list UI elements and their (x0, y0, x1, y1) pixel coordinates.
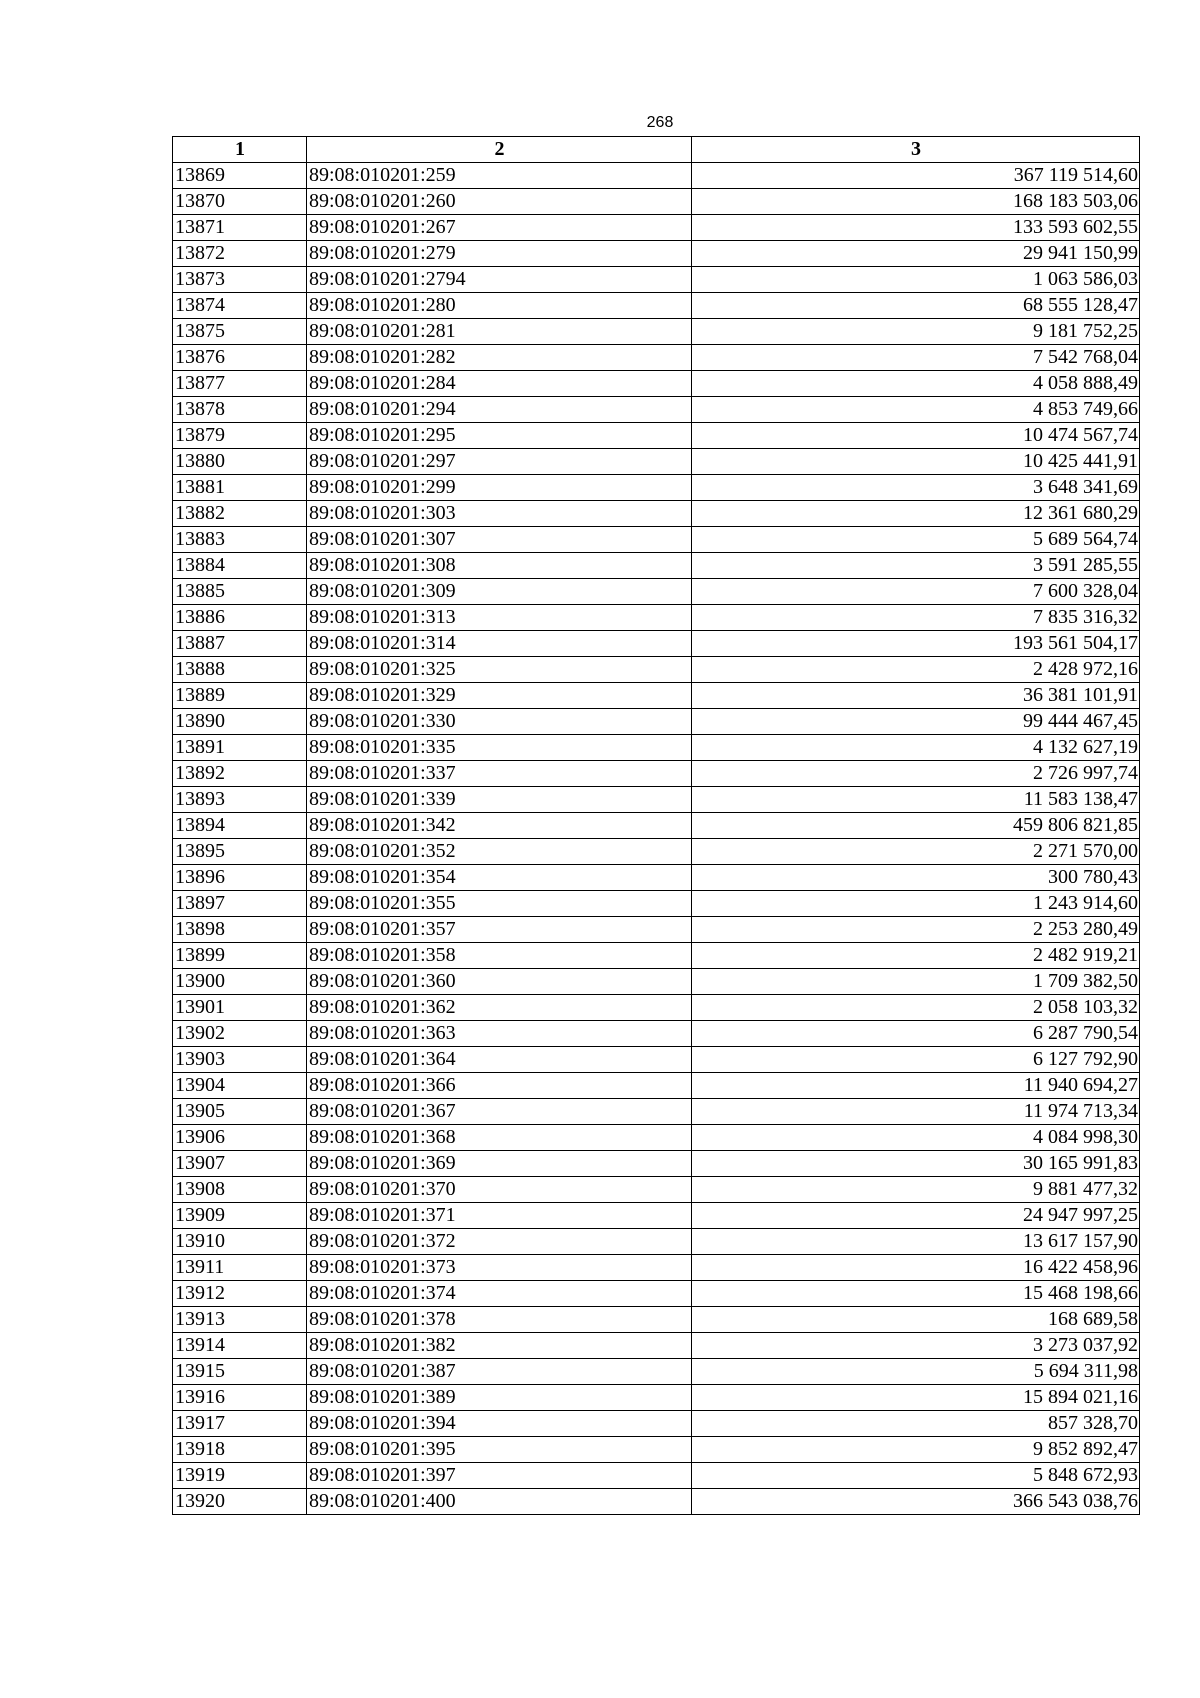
table-row (173, 1021, 1140, 1047)
row-number-cell: 13915 (173, 1359, 307, 1385)
table-row (173, 1255, 1140, 1281)
table-row (173, 163, 1140, 189)
table-row (173, 1359, 1140, 1385)
cadastral-number-cell: 89:08:010201:397 (307, 1463, 692, 1489)
cadastral-number-cell: 89:08:010201:389 (307, 1385, 692, 1411)
cadastral-number-cell: 89:08:010201:260 (307, 189, 692, 215)
value-cell: 193 561 504,17 (692, 631, 1140, 657)
row-number-cell: 13887 (173, 631, 307, 657)
value-cell: 9 881 477,32 (692, 1177, 1140, 1203)
cadastral-number-cell: 89:08:010201:313 (307, 605, 692, 631)
value-cell: 133 593 602,55 (692, 215, 1140, 241)
table-row (173, 189, 1140, 215)
row-number-cell: 13890 (173, 709, 307, 735)
table-row (173, 475, 1140, 501)
cadastral-number-cell: 89:08:010201:279 (307, 241, 692, 267)
row-number-cell: 13913 (173, 1307, 307, 1333)
cadastral-number-cell: 89:08:010201:374 (307, 1281, 692, 1307)
table-row (173, 553, 1140, 579)
table-row (173, 839, 1140, 865)
table-row (173, 371, 1140, 397)
row-number-cell: 13908 (173, 1177, 307, 1203)
cadastral-number-cell: 89:08:010201:282 (307, 345, 692, 371)
value-cell: 11 974 713,34 (692, 1099, 1140, 1125)
table-row (173, 1489, 1140, 1515)
cadastral-number-cell: 89:08:010201:307 (307, 527, 692, 553)
row-number-cell: 13894 (173, 813, 307, 839)
cadastral-number-cell: 89:08:010201:382 (307, 1333, 692, 1359)
value-cell: 11 583 138,47 (692, 787, 1140, 813)
row-number-cell: 13885 (173, 579, 307, 605)
cadastral-number-cell: 89:08:010201:335 (307, 735, 692, 761)
row-number-cell: 13910 (173, 1229, 307, 1255)
table-row (173, 917, 1140, 943)
cadastral-number-cell: 89:08:010201:308 (307, 553, 692, 579)
table-body (173, 163, 1140, 1515)
row-number-cell: 13888 (173, 657, 307, 683)
cadastral-number-cell: 89:08:010201:362 (307, 995, 692, 1021)
table-row (173, 683, 1140, 709)
table-row (173, 761, 1140, 787)
row-number-cell: 13882 (173, 501, 307, 527)
table-row (173, 1203, 1140, 1229)
table-row (173, 1463, 1140, 1489)
cadastral-number-cell: 89:08:010201:314 (307, 631, 692, 657)
value-cell: 2 482 919,21 (692, 943, 1140, 969)
table-row (173, 1411, 1140, 1437)
table-row (173, 605, 1140, 631)
row-number-cell: 13883 (173, 527, 307, 553)
value-cell: 4 084 998,30 (692, 1125, 1140, 1151)
table-row (173, 1385, 1140, 1411)
row-number-cell: 13884 (173, 553, 307, 579)
cadastral-number-cell: 89:08:010201:267 (307, 215, 692, 241)
table-row (173, 735, 1140, 761)
cadastral-number-cell: 89:08:010201:2794 (307, 267, 692, 293)
cadastral-number-cell: 89:08:010201:294 (307, 397, 692, 423)
table-row (173, 709, 1140, 735)
row-number-cell: 13886 (173, 605, 307, 631)
value-cell: 15 468 198,66 (692, 1281, 1140, 1307)
value-cell: 10 425 441,91 (692, 449, 1140, 475)
value-cell: 168 183 503,06 (692, 189, 1140, 215)
value-cell: 459 806 821,85 (692, 813, 1140, 839)
table-row (173, 345, 1140, 371)
cadastral-number-cell: 89:08:010201:284 (307, 371, 692, 397)
cadastral-number-cell: 89:08:010201:299 (307, 475, 692, 501)
cadastral-number-cell: 89:08:010201:360 (307, 969, 692, 995)
row-number-cell: 13881 (173, 475, 307, 501)
row-number-cell: 13920 (173, 1489, 307, 1515)
value-cell: 5 694 311,98 (692, 1359, 1140, 1385)
table-row (173, 1099, 1140, 1125)
page-number: 268 (646, 114, 674, 131)
cadastral-number-cell: 89:08:010201:378 (307, 1307, 692, 1333)
table-row (173, 579, 1140, 605)
row-number-cell: 13875 (173, 319, 307, 345)
value-cell: 4 058 888,49 (692, 371, 1140, 397)
value-cell: 5 848 672,93 (692, 1463, 1140, 1489)
table-row (173, 241, 1140, 267)
table-row (173, 423, 1140, 449)
data-table (172, 136, 1140, 1515)
table-row (173, 397, 1140, 423)
value-cell: 68 555 128,47 (692, 293, 1140, 319)
row-number-cell: 13901 (173, 995, 307, 1021)
cadastral-number-cell: 89:08:010201:355 (307, 891, 692, 917)
cadastral-number-cell: 89:08:010201:394 (307, 1411, 692, 1437)
row-number-cell: 13878 (173, 397, 307, 423)
cadastral-number-cell: 89:08:010201:395 (307, 1437, 692, 1463)
cadastral-number-cell: 89:08:010201:368 (307, 1125, 692, 1151)
value-cell: 10 474 567,74 (692, 423, 1140, 449)
row-number-cell: 13889 (173, 683, 307, 709)
cadastral-number-cell: 89:08:010201:366 (307, 1073, 692, 1099)
row-number-cell: 13912 (173, 1281, 307, 1307)
table-row (173, 1177, 1140, 1203)
value-cell: 367 119 514,60 (692, 163, 1140, 189)
row-number-cell: 13869 (173, 163, 307, 189)
cadastral-number-cell: 89:08:010201:303 (307, 501, 692, 527)
value-cell: 12 361 680,29 (692, 501, 1140, 527)
value-cell: 857 328,70 (692, 1411, 1140, 1437)
row-number-cell: 13916 (173, 1385, 307, 1411)
row-number-cell: 13876 (173, 345, 307, 371)
value-cell: 24 947 997,25 (692, 1203, 1140, 1229)
value-cell: 2 726 997,74 (692, 761, 1140, 787)
cadastral-number-cell: 89:08:010201:280 (307, 293, 692, 319)
table-row (173, 813, 1140, 839)
cadastral-number-cell: 89:08:010201:369 (307, 1151, 692, 1177)
value-cell: 3 273 037,92 (692, 1333, 1140, 1359)
row-number-cell: 13907 (173, 1151, 307, 1177)
table-row (173, 319, 1140, 345)
row-number-cell: 13911 (173, 1255, 307, 1281)
table-row (173, 1281, 1140, 1307)
cadastral-number-cell: 89:08:010201:309 (307, 579, 692, 605)
table-row (173, 1333, 1140, 1359)
value-cell: 9 852 892,47 (692, 1437, 1140, 1463)
cadastral-number-cell: 89:08:010201:297 (307, 449, 692, 475)
cadastral-number-cell: 89:08:010201:329 (307, 683, 692, 709)
row-number-cell: 13891 (173, 735, 307, 761)
row-number-cell: 13896 (173, 865, 307, 891)
value-cell: 5 689 564,74 (692, 527, 1140, 553)
table-row (173, 1229, 1140, 1255)
cadastral-number-cell: 89:08:010201:357 (307, 917, 692, 943)
value-cell: 4 132 627,19 (692, 735, 1140, 761)
value-cell: 15 894 021,16 (692, 1385, 1140, 1411)
row-number-cell: 13909 (173, 1203, 307, 1229)
value-cell: 4 853 749,66 (692, 397, 1140, 423)
table-row (173, 293, 1140, 319)
column-header-3: 3 (692, 137, 1140, 163)
table-row (173, 215, 1140, 241)
value-cell: 9 181 752,25 (692, 319, 1140, 345)
cadastral-number-cell: 89:08:010201:387 (307, 1359, 692, 1385)
value-cell: 7 835 316,32 (692, 605, 1140, 631)
cadastral-number-cell: 89:08:010201:352 (307, 839, 692, 865)
row-number-cell: 13919 (173, 1463, 307, 1489)
table-row (173, 631, 1140, 657)
cadastral-number-cell: 89:08:010201:295 (307, 423, 692, 449)
row-number-cell: 13904 (173, 1073, 307, 1099)
row-number-cell: 13914 (173, 1333, 307, 1359)
row-number-cell: 13902 (173, 1021, 307, 1047)
cadastral-number-cell: 89:08:010201:342 (307, 813, 692, 839)
value-cell: 1 709 382,50 (692, 969, 1140, 995)
cadastral-number-cell: 89:08:010201:330 (307, 709, 692, 735)
cadastral-number-cell: 89:08:010201:339 (307, 787, 692, 813)
table-row (173, 657, 1140, 683)
table-row (173, 1151, 1140, 1177)
cadastral-number-cell: 89:08:010201:400 (307, 1489, 692, 1515)
header-row (173, 137, 1140, 163)
value-cell: 7 542 768,04 (692, 345, 1140, 371)
cadastral-number-cell: 89:08:010201:373 (307, 1255, 692, 1281)
cadastral-number-cell: 89:08:010201:354 (307, 865, 692, 891)
row-number-cell: 13879 (173, 423, 307, 449)
table-row (173, 501, 1140, 527)
column-header-2: 2 (307, 137, 692, 163)
row-number-cell: 13900 (173, 969, 307, 995)
value-cell: 11 940 694,27 (692, 1073, 1140, 1099)
cadastral-number-cell: 89:08:010201:363 (307, 1021, 692, 1047)
value-cell: 1 243 914,60 (692, 891, 1140, 917)
table-row (173, 891, 1140, 917)
cadastral-number-cell: 89:08:010201:371 (307, 1203, 692, 1229)
row-number-cell: 13903 (173, 1047, 307, 1073)
row-number-cell: 13874 (173, 293, 307, 319)
value-cell: 2 271 570,00 (692, 839, 1140, 865)
value-cell: 2 253 280,49 (692, 917, 1140, 943)
row-number-cell: 13895 (173, 839, 307, 865)
table-row (173, 1047, 1140, 1073)
row-number-cell: 13893 (173, 787, 307, 813)
value-cell: 2 428 972,16 (692, 657, 1140, 683)
table-row (173, 1125, 1140, 1151)
table-header (173, 137, 1140, 163)
row-number-cell: 13918 (173, 1437, 307, 1463)
cadastral-number-cell: 89:08:010201:358 (307, 943, 692, 969)
value-cell: 1 063 586,03 (692, 267, 1140, 293)
row-number-cell: 13899 (173, 943, 307, 969)
cadastral-number-cell: 89:08:010201:372 (307, 1229, 692, 1255)
value-cell: 16 422 458,96 (692, 1255, 1140, 1281)
row-number-cell: 13871 (173, 215, 307, 241)
row-number-cell: 13892 (173, 761, 307, 787)
cadastral-number-cell: 89:08:010201:325 (307, 657, 692, 683)
table-row (173, 449, 1140, 475)
row-number-cell: 13872 (173, 241, 307, 267)
row-number-cell: 13870 (173, 189, 307, 215)
value-cell: 99 444 467,45 (692, 709, 1140, 735)
table-row (173, 969, 1140, 995)
value-cell: 36 381 101,91 (692, 683, 1140, 709)
table-row (173, 943, 1140, 969)
row-number-cell: 13873 (173, 267, 307, 293)
table-row (173, 527, 1140, 553)
value-cell: 2 058 103,32 (692, 995, 1140, 1021)
value-cell: 13 617 157,90 (692, 1229, 1140, 1255)
cadastral-number-cell: 89:08:010201:370 (307, 1177, 692, 1203)
value-cell: 6 127 792,90 (692, 1047, 1140, 1073)
cadastral-number-cell: 89:08:010201:337 (307, 761, 692, 787)
row-number-cell: 13898 (173, 917, 307, 943)
value-cell: 30 165 991,83 (692, 1151, 1140, 1177)
table-row (173, 267, 1140, 293)
value-cell: 7 600 328,04 (692, 579, 1140, 605)
table-row (173, 1307, 1140, 1333)
value-cell: 3 591 285,55 (692, 553, 1140, 579)
table-row (173, 1073, 1140, 1099)
value-cell: 366 543 038,76 (692, 1489, 1140, 1515)
table-row (173, 865, 1140, 891)
row-number-cell: 13906 (173, 1125, 307, 1151)
cadastral-number-cell: 89:08:010201:259 (307, 163, 692, 189)
value-cell: 300 780,43 (692, 865, 1140, 891)
table-row (173, 1437, 1140, 1463)
row-number-cell: 13917 (173, 1411, 307, 1437)
cadastral-number-cell: 89:08:010201:281 (307, 319, 692, 345)
column-header-1: 1 (173, 137, 307, 163)
row-number-cell: 13877 (173, 371, 307, 397)
value-cell: 29 941 150,99 (692, 241, 1140, 267)
value-cell: 6 287 790,54 (692, 1021, 1140, 1047)
row-number-cell: 13897 (173, 891, 307, 917)
cadastral-number-cell: 89:08:010201:367 (307, 1099, 692, 1125)
value-cell: 168 689,58 (692, 1307, 1140, 1333)
table-row (173, 995, 1140, 1021)
row-number-cell: 13905 (173, 1099, 307, 1125)
cadastral-number-cell: 89:08:010201:364 (307, 1047, 692, 1073)
value-cell: 3 648 341,69 (692, 475, 1140, 501)
row-number-cell: 13880 (173, 449, 307, 475)
table-row (173, 787, 1140, 813)
